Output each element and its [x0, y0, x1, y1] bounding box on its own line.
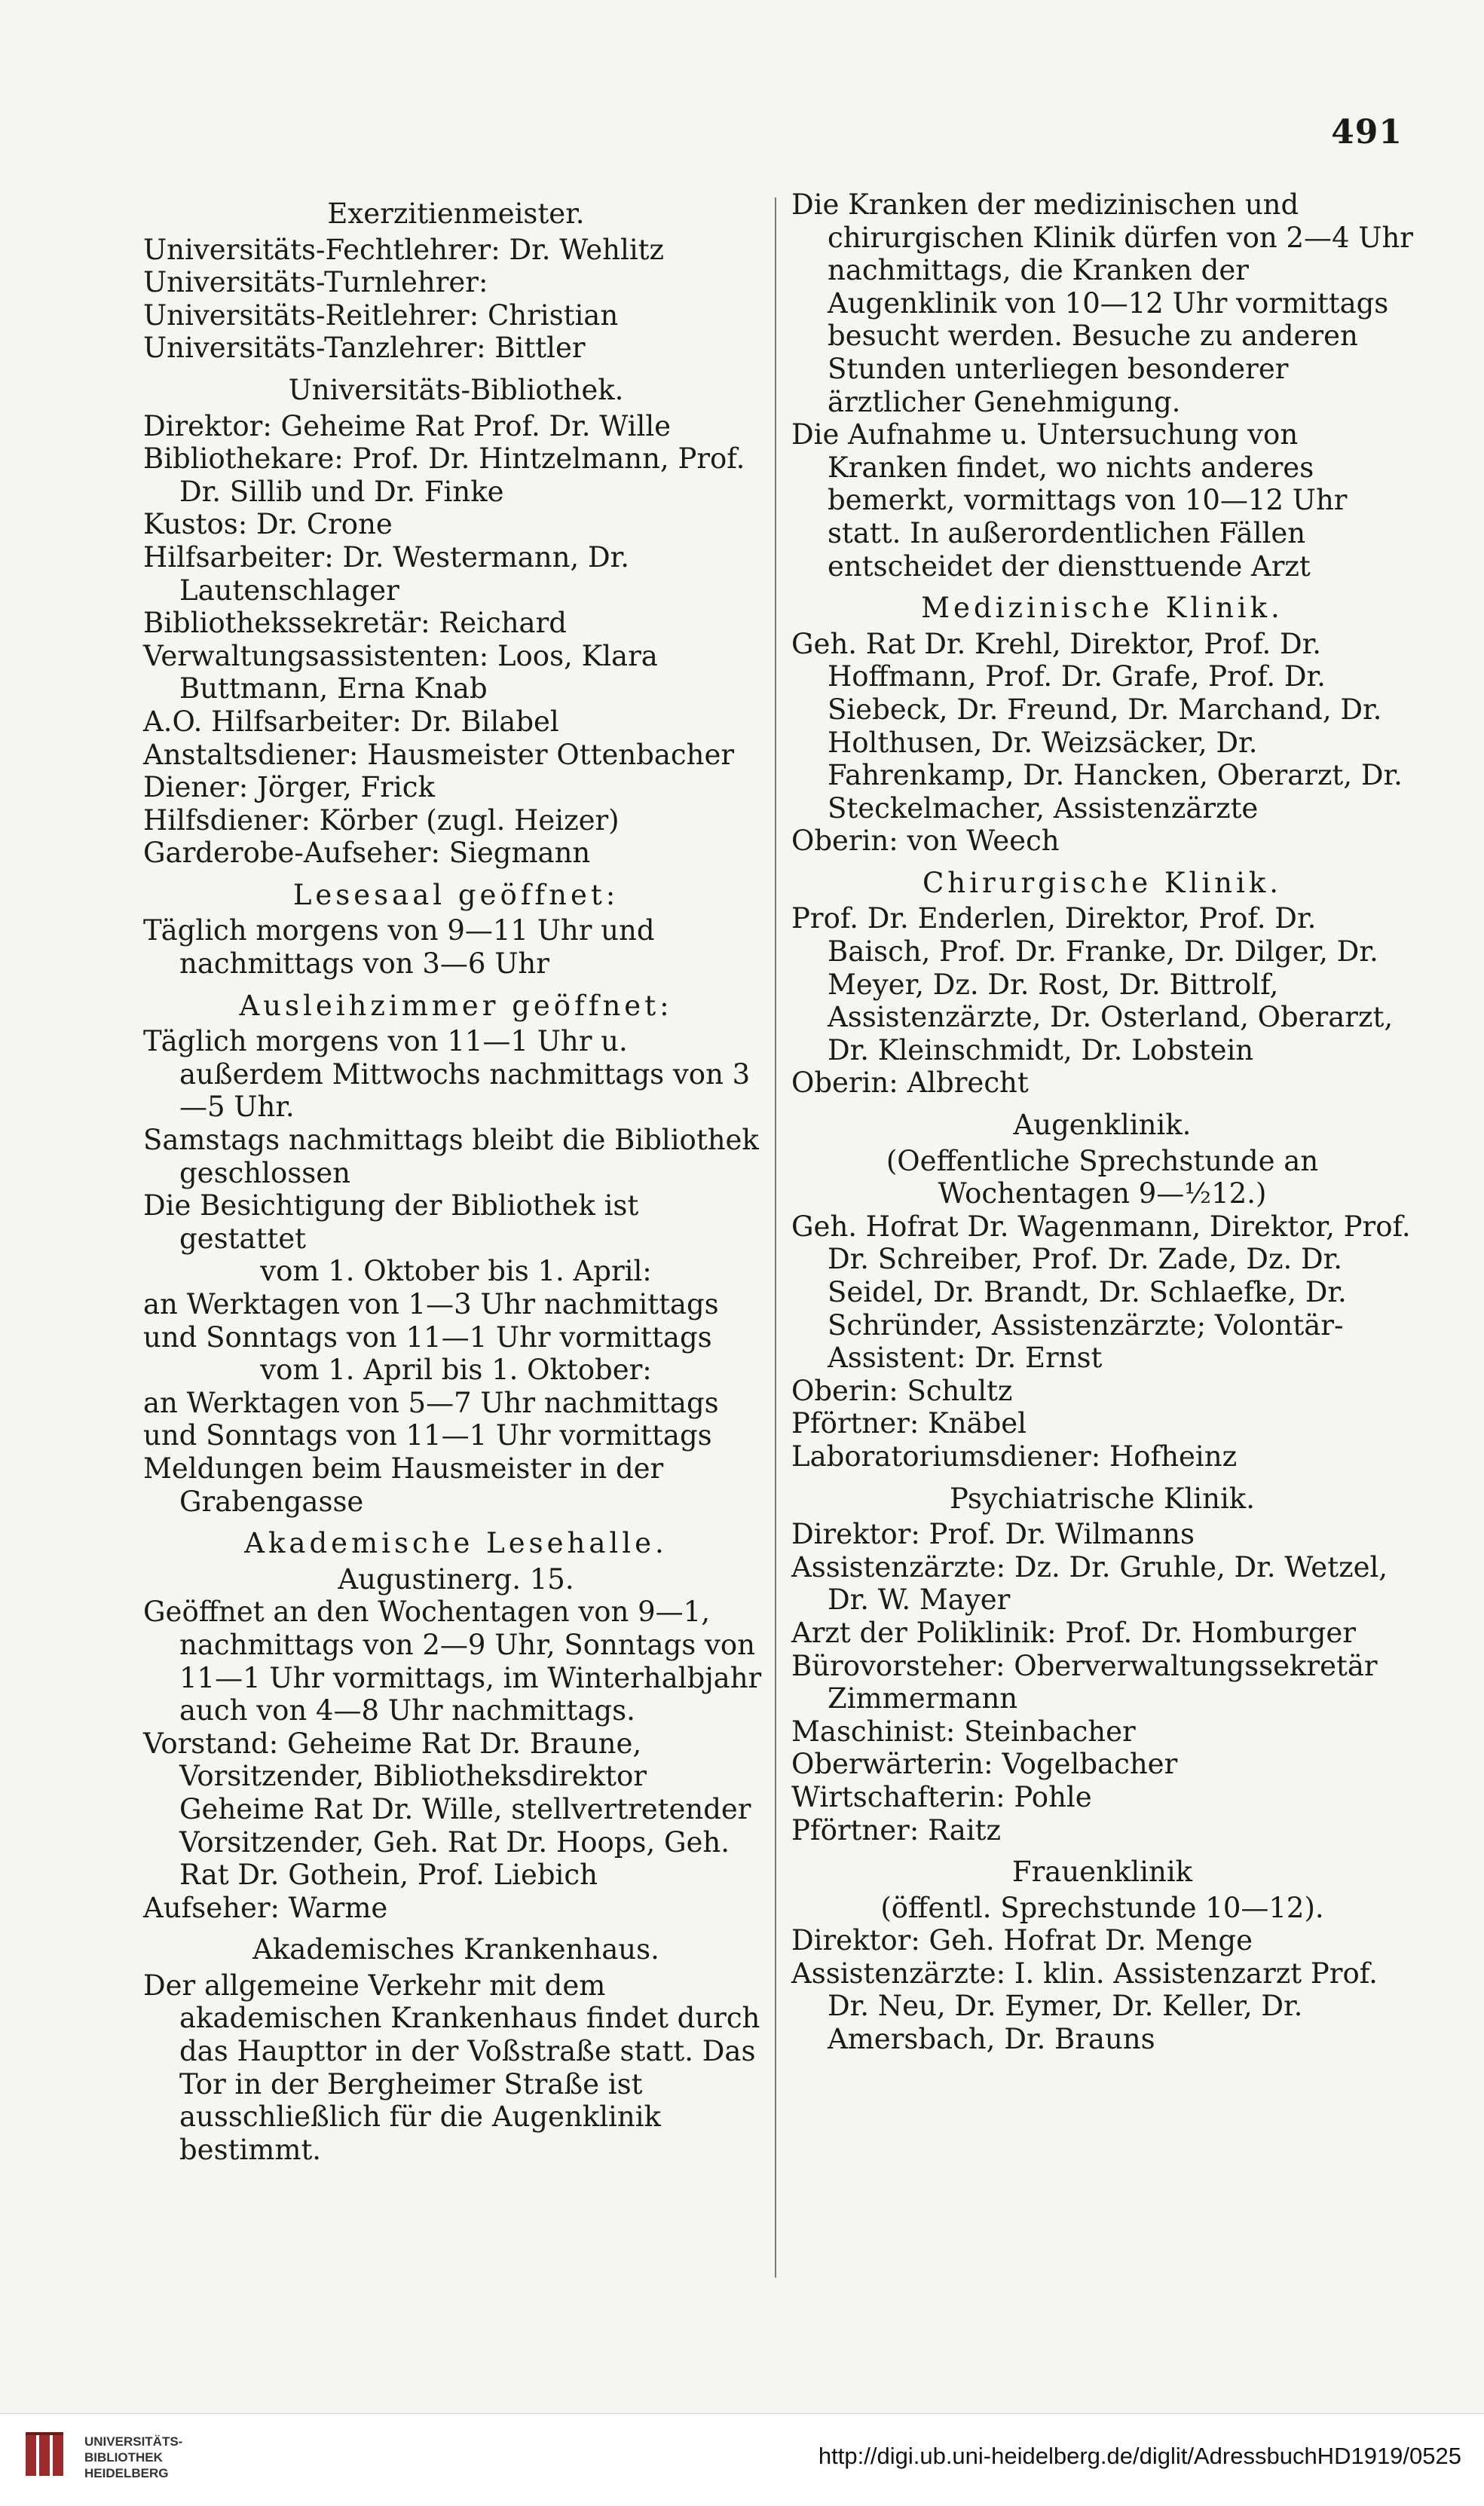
section-heading: Exerzitienmeister.	[327, 197, 585, 230]
section-heading: Akademische Lesehalle.	[244, 1527, 668, 1560]
entry-paragraph: Universitäts-Tanzlehrer: Bittler	[143, 332, 586, 365]
centered-line: (öffentl. Sprechstunde 10—12).	[880, 1891, 1324, 1924]
entry-paragraph: Universitäts-Reitlehrer: Christian	[143, 298, 619, 332]
centered-line: Augustinerg. 15.	[338, 1562, 574, 1596]
entry-paragraph: Täglich morgens von 11—1 Uhr u. außerdem Mittwochs nachmittags von 3—5 Uhr.	[143, 1025, 751, 1124]
section-heading: Medizinische Klinik.	[921, 592, 1284, 625]
section-heading: Frauenklinik	[1011, 1856, 1193, 1889]
library-name-line: UNIVERSITÄTS-	[84, 2434, 183, 2449]
entry-paragraph: Wirtschafterin: Pohle	[791, 1780, 1092, 1813]
entry-paragraph: Maschinist: Steinbacher	[791, 1715, 1136, 1748]
entry-paragraph: Die Aufnahme u. Untersuchung von Kranken findet, wo nichts anderes bemerkt, vormittags von 10—12 Uhr statt. In außerordentlichen Fällen entscheidet der diensttuende Arzt	[791, 418, 1348, 583]
entry-paragraph: Bürovorsteher: Oberverwaltungssekretär Zimmermann	[791, 1649, 1378, 1715]
centered-line: vom 1. Oktober bis 1. April:	[260, 1255, 652, 1288]
entry-paragraph: und Sonntags von 11—1 Uhr vormittags	[143, 1320, 712, 1354]
entry-paragraph: und Sonntags von 11—1 Uhr vormittags	[143, 1419, 712, 1452]
entry-paragraph: Oberwärterin: Vogelbacher	[791, 1748, 1178, 1781]
permalink-url[interactable]: http://digi.ub.uni-heidelberg.de/diglit/AdressbuchHD1919/0525	[818, 2443, 1461, 2469]
entry-paragraph: Direktor: Prof. Dr. Wilmanns	[791, 1518, 1195, 1551]
entry-paragraph: Hilfsarbeiter: Dr. Westermann, Dr. Lautenschlager	[143, 540, 629, 607]
entry-paragraph: Täglich morgens von 9—11 Uhr und nachmittags von 3—6 Uhr	[143, 914, 655, 981]
entry-paragraph: Oberin: Schultz	[791, 1374, 1013, 1407]
centered-line: (Oeffentliche Sprechstunde an Wochentagen 9—½12.)	[886, 1144, 1319, 1210]
entry-paragraph: Direktor: Geheime Rat Prof. Dr. Wille	[143, 409, 672, 442]
right-column	[791, 188, 1413, 2056]
section-heading: Ausleihzimmer geöffnet:	[239, 989, 673, 1022]
entry-paragraph: Aufseher: Warme	[143, 1891, 388, 1924]
entry-paragraph: Samstags nachmittags bleibt die Bibliothek geschlossen	[143, 1124, 759, 1189]
entry-paragraph: Direktor: Geh. Hofrat Dr. Menge	[791, 1924, 1253, 1957]
entry-paragraph: Hilfsdiener: Körber (zugl. Heizer)	[143, 803, 620, 837]
entry-paragraph: an Werktagen von 1—3 Uhr nachmittags	[143, 1288, 719, 1320]
entry-paragraph: Bibliothekssekretär: Reichard	[143, 607, 567, 640]
entry-paragraph: Pförtner: Raitz	[791, 1813, 1002, 1847]
entry-paragraph: Anstaltsdiener: Hausmeister Ottenbacher	[143, 738, 735, 771]
library-name-line: HEIDELBERG	[84, 2466, 169, 2480]
section-heading: Augenklinik.	[1013, 1109, 1192, 1142]
entry-paragraph: Geöffnet an den Wochentagen von 9—1, nachmittags von 2—9 Uhr, Sonntags von 11—1 Uhr vormittags, im Winterhalbjahr auch von 4—8 Uhr nachmittags.	[143, 1596, 762, 1727]
entry-paragraph: A.O. Hilfsarbeiter: Dr. Bilabel	[143, 705, 559, 738]
left-column	[143, 188, 769, 2166]
section-heading: Akademisches Krankenhaus.	[252, 1933, 659, 1966]
entry-paragraph: Oberin: von Weech	[791, 825, 1060, 858]
library-logo-icon	[23, 2429, 75, 2482]
entry-paragraph: Garderobe-Aufseher: Siegmann	[143, 837, 591, 870]
entry-paragraph: Laboratoriumsdiener: Hofheinz	[791, 1440, 1238, 1473]
centered-line: vom 1. April bis 1. Oktober:	[260, 1354, 652, 1387]
entry-paragraph: Vorstand: Geheime Rat Dr. Braune, Vorsitzender, Bibliotheksdirektor Geheime Rat Dr. Wille, stellvertretender Vorsitzender, Geh. Rat Dr. Hoops, Geh. Rat Dr. Gothein, Prof. Liebich	[143, 1727, 751, 1892]
entry-paragraph: Bibliothekare: Prof. Dr. Hintzelmann, Prof. Dr. Sillib und Dr. Finke	[143, 442, 745, 508]
entry-paragraph: Die Kranken der medizinischen und chirurgischen Klinik dürfen von 2—4 Uhr nachmittags, die Kranken der Augenklinik von 10—12 Uhr vormittags besucht werden. Besuche zu anderen Stunden unterliegen besonderer ärztlicher Genehmigung.	[791, 188, 1413, 418]
entry-paragraph: Meldungen beim Hausmeister in der Grabengasse	[143, 1452, 664, 1518]
entry-paragraph: Prof. Dr. Enderlen, Direktor, Prof. Dr. Baisch, Prof. Dr. Franke, Dr. Dilger, Dr. Meyer, Dz. Dr. Rost, Dr. Bittrolf, Assistenzärzte, Dr. Osterland, Oberarzt, Dr. Kleinschmidt, Dr. Lobstein	[791, 902, 1394, 1066]
entry-paragraph: Geh. Rat Dr. Krehl, Direktor, Prof. Dr. Hoffmann, Prof. Dr. Grafe, Prof. Dr. Siebeck, Dr. Freund, Dr. Marchand, Dr. Holthusen, Dr. Weizsäcker, Dr. Fahrenkamp, Dr. Hancken, Oberarzt, Dr. Steckelmacher, Assistenzärzte	[791, 627, 1403, 825]
entry-paragraph: an Werktagen von 5—7 Uhr nachmittags	[143, 1386, 719, 1419]
entry-paragraph: Pförtner: Knäbel	[791, 1407, 1027, 1440]
library-name-line: BIBLIOTHEK	[84, 2450, 163, 2465]
entry-paragraph: Arzt der Poliklinik: Prof. Dr. Homburger	[791, 1616, 1356, 1649]
library-name	[84, 2434, 182, 2481]
section-heading: Universitäts-Bibliothek.	[288, 373, 624, 406]
column-divider	[775, 197, 776, 2278]
entry-paragraph: Oberin: Albrecht	[791, 1066, 1029, 1100]
section-heading: Chirurgische Klinik.	[922, 866, 1283, 899]
entry-paragraph: Assistenzärzte: Dz. Dr. Gruhle, Dr. Wetzel, Dr. W. Mayer	[791, 1550, 1388, 1617]
entry-paragraph: Assistenzärzte: I. klin. Assistenzarzt Prof. Dr. Neu, Dr. Eymer, Dr. Keller, Dr. Amersbach, Dr. Brauns	[791, 1957, 1378, 2056]
section-heading: Psychiatrische Klinik.	[950, 1482, 1255, 1515]
viewer-footer	[0, 2413, 1484, 2506]
entry-paragraph: Kustos: Dr. Crone	[143, 508, 393, 541]
entry-paragraph: Universitäts-Turnlehrer:	[143, 266, 488, 299]
entry-paragraph: Geh. Hofrat Dr. Wagenmann, Direktor, Prof. Dr. Schreiber, Prof. Dr. Zade, Dz. Dr. Seidel, Dr. Brandt, Dr. Schlaefke, Dr. Schründer, Assistenzärzte; Volontär-Assistent: Dr. Ernst	[791, 1210, 1411, 1375]
entry-paragraph: Die Besichtigung der Bibliothek ist gestattet	[143, 1189, 639, 1255]
entry-paragraph: Verwaltungsassistenten: Loos, Klara Buttmann, Erna Knab	[143, 639, 658, 705]
entry-paragraph: Universitäts-Fechtlehrer: Dr. Wehlitz	[143, 233, 665, 266]
page-number: 491	[1331, 113, 1403, 151]
entry-paragraph: Der allgemeine Verkehr mit dem akademischen Krankenhaus findet durch das Haupttor in der Voßstraße statt. Das Tor in der Bergheimer Straße ist ausschließlich für die Augenklinik bestimmt.	[143, 1969, 760, 2166]
entry-paragraph: Diener: Jörger, Frick	[143, 771, 435, 804]
section-heading: Lesesaal geöffnet:	[292, 878, 620, 911]
